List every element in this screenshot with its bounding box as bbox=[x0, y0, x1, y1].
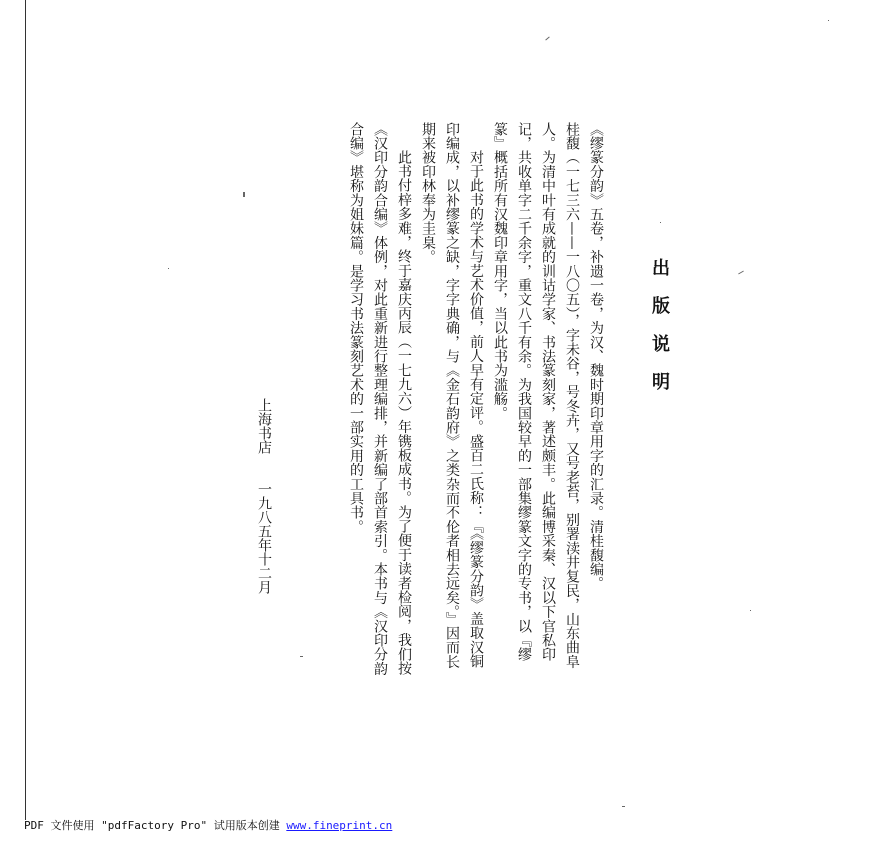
footer-watermark-text: PDF 文件使用 "pdfFactory Pro" 试用版本创建 bbox=[24, 819, 280, 832]
pdf-footer bbox=[24, 817, 392, 833]
paragraph-4: 此书付梓多难，终于嘉庆丙辰（一七九六）年镌板成书。为了便于读者检阅，我们按《汉印分韵合编》体例，对此重新进行整理编排，并新编了部首索引。本书与《汉印分韵合编》堪称为姐妹篇。是学习书法篆刻艺术的一部实用的工具书。 bbox=[348, 122, 412, 676]
scan-speck bbox=[622, 806, 625, 807]
paragraph-3: 对于此书的学术与艺术价值，前人早有定评。盛百二氏称：『《缪篆分韵》盖取汉铜印编成，以补缪篆之缺，字字典确，与《金石韵府》之类杂而不伦者相去远矣。』因而长期来被印林奉为圭臬。 bbox=[420, 122, 484, 669]
paragraph-1: 《缪篆分韵》五卷，补遗一卷，为汉、魏时期印章用字的汇录。清桂馥编。 bbox=[588, 122, 604, 591]
scan-speck bbox=[828, 20, 829, 21]
page-title: 出版说明 bbox=[649, 258, 670, 410]
footer-link[interactable]: www.fineprint.cn bbox=[286, 819, 393, 832]
scan-speck bbox=[300, 656, 303, 657]
publisher-name: 上海书店 bbox=[256, 398, 272, 454]
body-text bbox=[344, 122, 608, 677]
paragraph-2: 桂馥（一七三六——一八〇五），字未谷，号冬卉，又号老苔，别署渎井复民，山东曲阜人。为清中叶有成就的训诂学家、书法篆刻家，著述颇丰。此编博采秦、汉以下官私印记，共收单字二千余字，重文八千有余。为我国较早的一部集缪篆文字的专书，以『缪篆』概括所有汉魏印章用字，当以此书为滥觞。 bbox=[492, 122, 580, 669]
signature-date-block bbox=[252, 482, 276, 594]
scan-speck bbox=[660, 222, 661, 223]
page-margin-line bbox=[25, 0, 26, 820]
scan-speck bbox=[750, 610, 751, 611]
scan-speck bbox=[545, 37, 549, 41]
scan-speck bbox=[168, 268, 169, 269]
scan-speck bbox=[738, 271, 744, 275]
publication-date: 一九八五年十二月 bbox=[256, 482, 272, 594]
scan-speck bbox=[243, 192, 245, 197]
signature-block bbox=[252, 398, 276, 454]
